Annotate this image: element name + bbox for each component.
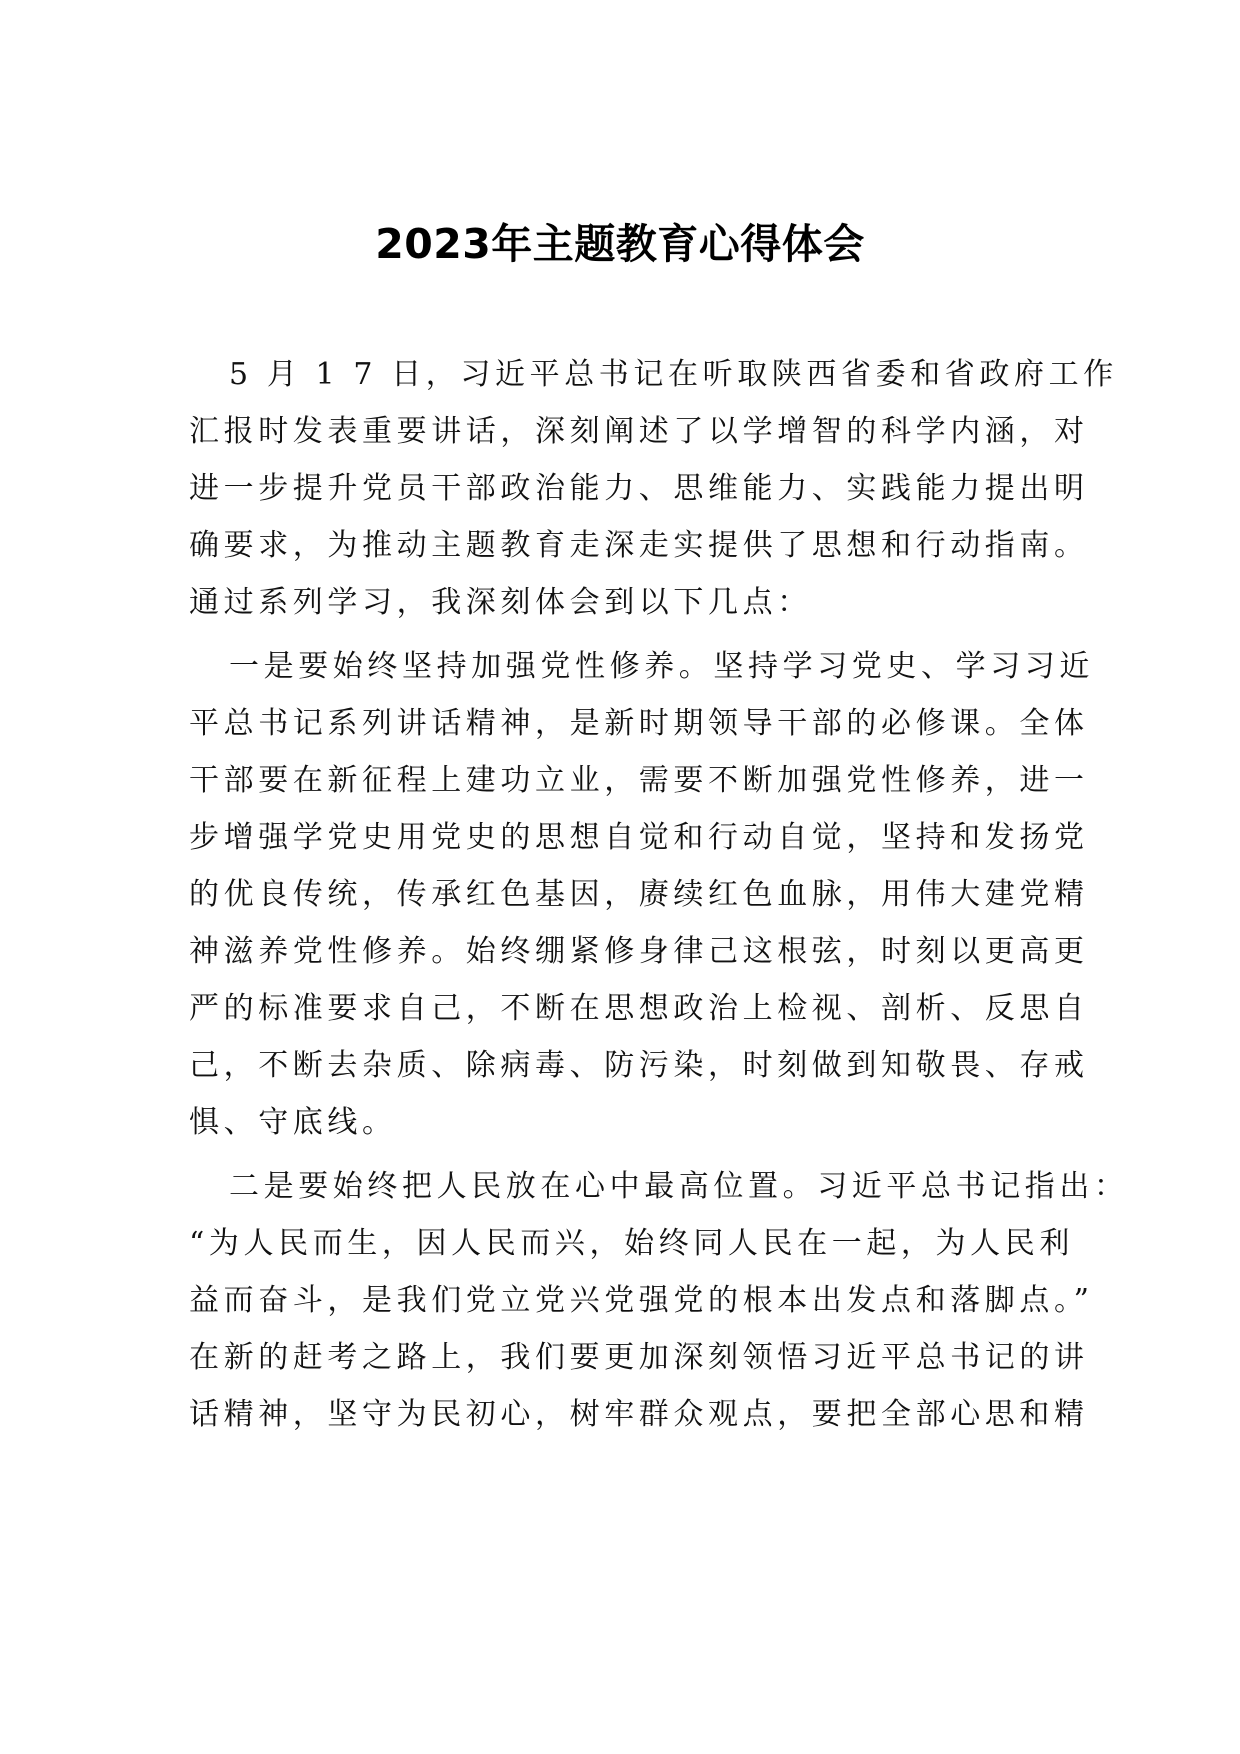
paragraph-line: 的优良传统，传承红色基因，赓续红色血脉，用伟大建党精 — [189, 877, 1089, 912]
paragraph-line: “为人民而生，因人民而兴，始终同人民在一起，为人民利 — [189, 1226, 1074, 1261]
paragraph-line: 干部要在新征程上建功立业，需要不断加强党性修养，进一 — [189, 763, 1089, 798]
paragraph-3 — [189, 1158, 1129, 1443]
paragraph-line: 进一步提升党员干部政治能力、思维能力、实践能力提出明 — [189, 471, 1089, 506]
paragraph-line: 惧、守底线。 — [189, 1105, 397, 1140]
paragraph-line: 益而奋斗，是我们党立党兴党强党的根本出发点和落脚点。” — [189, 1283, 1094, 1318]
paragraph-line: 神滋养党性修养。始终绷紧修身律己这根弦，时刻以更高更 — [189, 934, 1089, 969]
paragraph-line: 己，不断去杂质、除病毒、防污染，时刻做到知敬畏、存戒 — [189, 1048, 1089, 1083]
paragraph-line: 通过系列学习，我深刻体会到以下几点： — [189, 585, 812, 620]
paragraph-line: 话精神，坚守为民初心，树牢群众观点，要把全部心思和精 — [189, 1397, 1089, 1432]
paragraph-line: 确要求，为推动主题教育走深走实提供了思想和行动指南。 — [189, 528, 1089, 563]
paragraph-line: 汇报时发表重要讲话，深刻阐述了以学增智的科学内涵，对 — [189, 414, 1089, 449]
paragraph-line: 二是要始终把人民放在心中最高位置。习近平总书记指出： — [229, 1169, 1129, 1204]
document-body — [189, 346, 1129, 1443]
paragraph-2 — [189, 638, 1094, 1151]
paragraph-line: 步增强学党史用党史的思想自觉和行动自觉，坚持和发扬党 — [189, 820, 1089, 855]
paragraph-line: 平总书记系列讲话精神，是新时期领导干部的必修课。全体 — [189, 706, 1089, 741]
paragraph-1 — [189, 346, 1118, 631]
paragraph-line: 5 月 1 7 日，习近平总书记在听取陕西省委和省政府工作 — [229, 357, 1118, 392]
paragraph-line: 严的标准要求自己，不断在思想政治上检视、剖析、反思自 — [189, 991, 1089, 1026]
paragraph-line: 在新的赶考之路上，我们要更加深刻领悟习近平总书记的讲 — [189, 1340, 1089, 1375]
paragraph-line: 一是要始终坚持加强党性修养。坚持学习党史、学习习近 — [229, 649, 1094, 684]
document-title: 2023年主题教育心得体会 — [375, 220, 865, 268]
